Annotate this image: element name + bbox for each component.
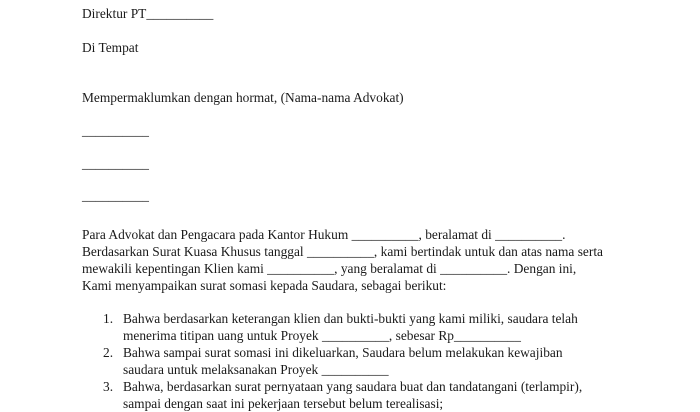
point-number: 2. [103, 345, 114, 360]
intro-line: Berdasarkan Surat Kuasa Khusus tanggal __________, kami bertindak untuk dan atas nama serta [82, 244, 603, 259]
greeting-line: Mempermaklumkan dengan hormat, (Nama-nama Advokat) [82, 90, 404, 105]
intro-line: Para Advokat dan Pengacara pada Kantor Hukum __________, beralamat di __________. [82, 227, 566, 242]
point-number: 1. [103, 311, 114, 326]
point-text: Bahwa, berdasarkan surat pernyataan yang saudara buat dan tandatangani (terlampir), [123, 379, 583, 394]
intro-line: Kami menyampaikan surat somasi kepada Saudara, sebagai berikut: [82, 278, 447, 293]
point-text: sampai dengan saat ini pekerjaan tersebut belum terealisasi; [123, 396, 444, 411]
point-text: menerima titipan uang untuk Proyek __________, sebesar Rp__________ [123, 328, 521, 343]
point-number: 3. [103, 379, 114, 394]
point-text: saudara untuk melaksanakan Proyek __________ [123, 362, 389, 377]
recipient-line: Direktur PT__________ [82, 6, 214, 21]
location-line: Di Tempat [82, 40, 139, 55]
advocate-name-blank: __________ [82, 188, 149, 203]
point-text: Bahwa sampai surat somasi ini dikeluarkan, Saudara belum melakukan kewajiban [123, 345, 563, 360]
point-text: Bahwa berdasarkan keterangan klien dan bukti-bukti yang kami miliki, saudara telah [123, 311, 578, 326]
intro-line: mewakili kepentingan Klien kami __________, yang beralamat di __________. Dengan ini, [82, 261, 577, 276]
advocate-name-blank: __________ [82, 123, 149, 138]
advocate-name-blank: __________ [82, 156, 149, 171]
